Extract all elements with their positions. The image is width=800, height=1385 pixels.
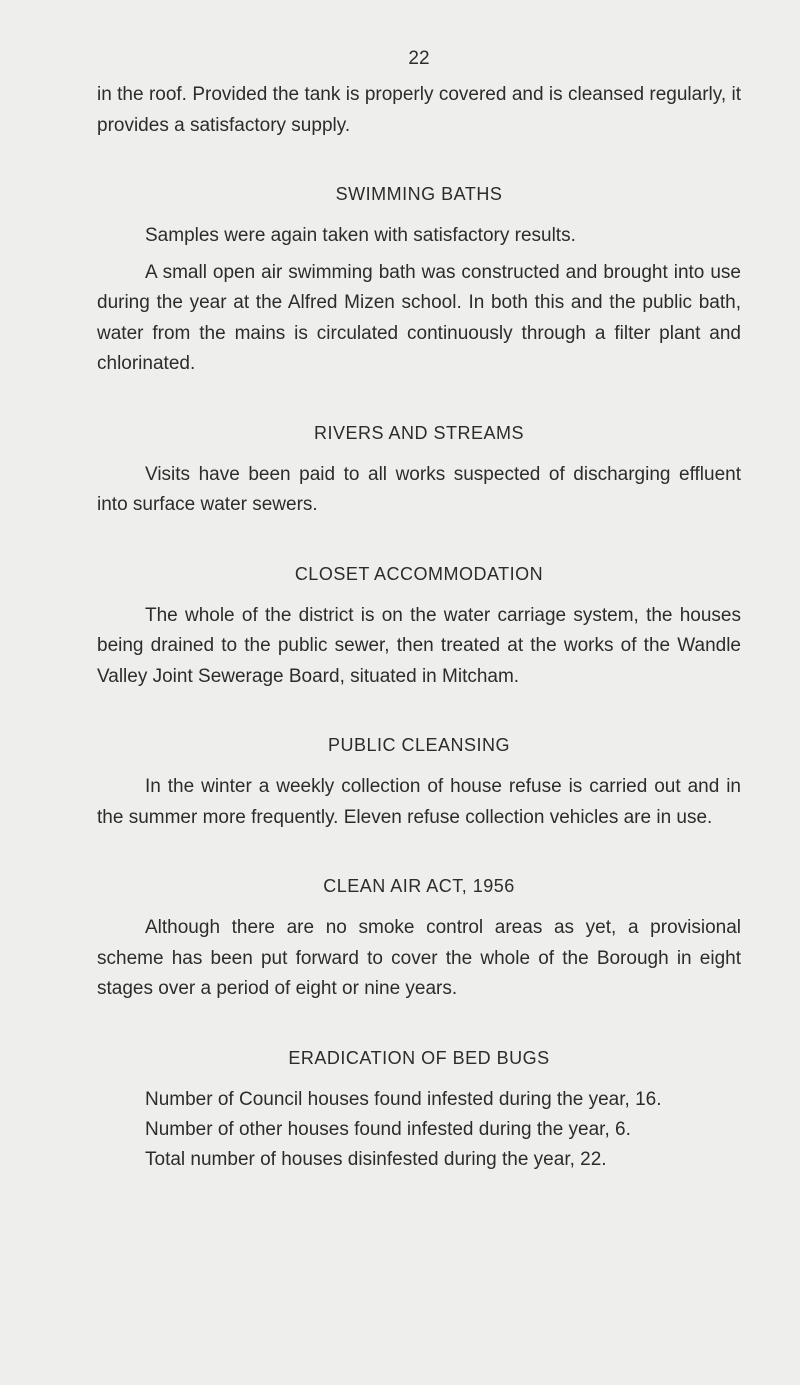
list-item: Number of other houses found infested during the year, 6.: [145, 1118, 631, 1140]
rivers-paragraph: Visits have been paid to all works suspected of discharging effluent into surface water sewers.: [97, 463, 741, 515]
list-item: Total number of houses disinfested during the year, 22.: [145, 1148, 607, 1170]
page-number: 22: [408, 48, 430, 69]
heading-clean-air-act: CLEAN AIR ACT, 1956: [323, 876, 515, 896]
heading-eradication-of-bed-bugs: ERADICATION OF BED BUGS: [288, 1047, 550, 1068]
swimming-paragraph-1: Samples were again taken with satisfactory results.: [145, 225, 576, 246]
cleansing-paragraph: In the winter a weekly collection of house refuse is carried out and in the summer more frequently. Eleven refuse collection vehicles are in use.: [97, 776, 741, 828]
list-item: Number of Council houses found infested during the year, 16.: [145, 1088, 662, 1110]
heading-public-cleansing: PUBLIC CLEANSING: [327, 735, 511, 755]
heading-rivers-and-streams: RIVERS AND STREAMS: [313, 422, 525, 443]
bed-bugs-list: [97, 1085, 741, 1175]
clean-air-paragraph: Although there are no smoke control areas as yet, a provisional scheme has been put forward to cover the whole of the Borough in eight stages over a period of eight or nine years.: [97, 917, 741, 999]
heading-swimming-baths: SWIMMING BATHS: [335, 184, 503, 204]
closet-paragraph: The whole of the district is on the water carriage system, the houses being drained to the public sewer, then treated at the works of the Wandle Valley Joint Sewerage Board, situated in Mitcham.: [97, 604, 741, 687]
intro-paragraph: in the roof. Provided the tank is properly covered and is cleansed regularly, it provides a satisfactory supply.: [97, 84, 741, 136]
heading-closet-accommodation: CLOSET ACCOMMODATION: [294, 563, 544, 584]
document-page: [97, 44, 741, 1175]
swimming-paragraph-2: A small open air swimming bath was constructed and brought into use during the year at the Alfred Mizen school. In both this and the public bath, water from the mains is circulated continuously through a filter plant and chlorinated.: [97, 261, 741, 374]
